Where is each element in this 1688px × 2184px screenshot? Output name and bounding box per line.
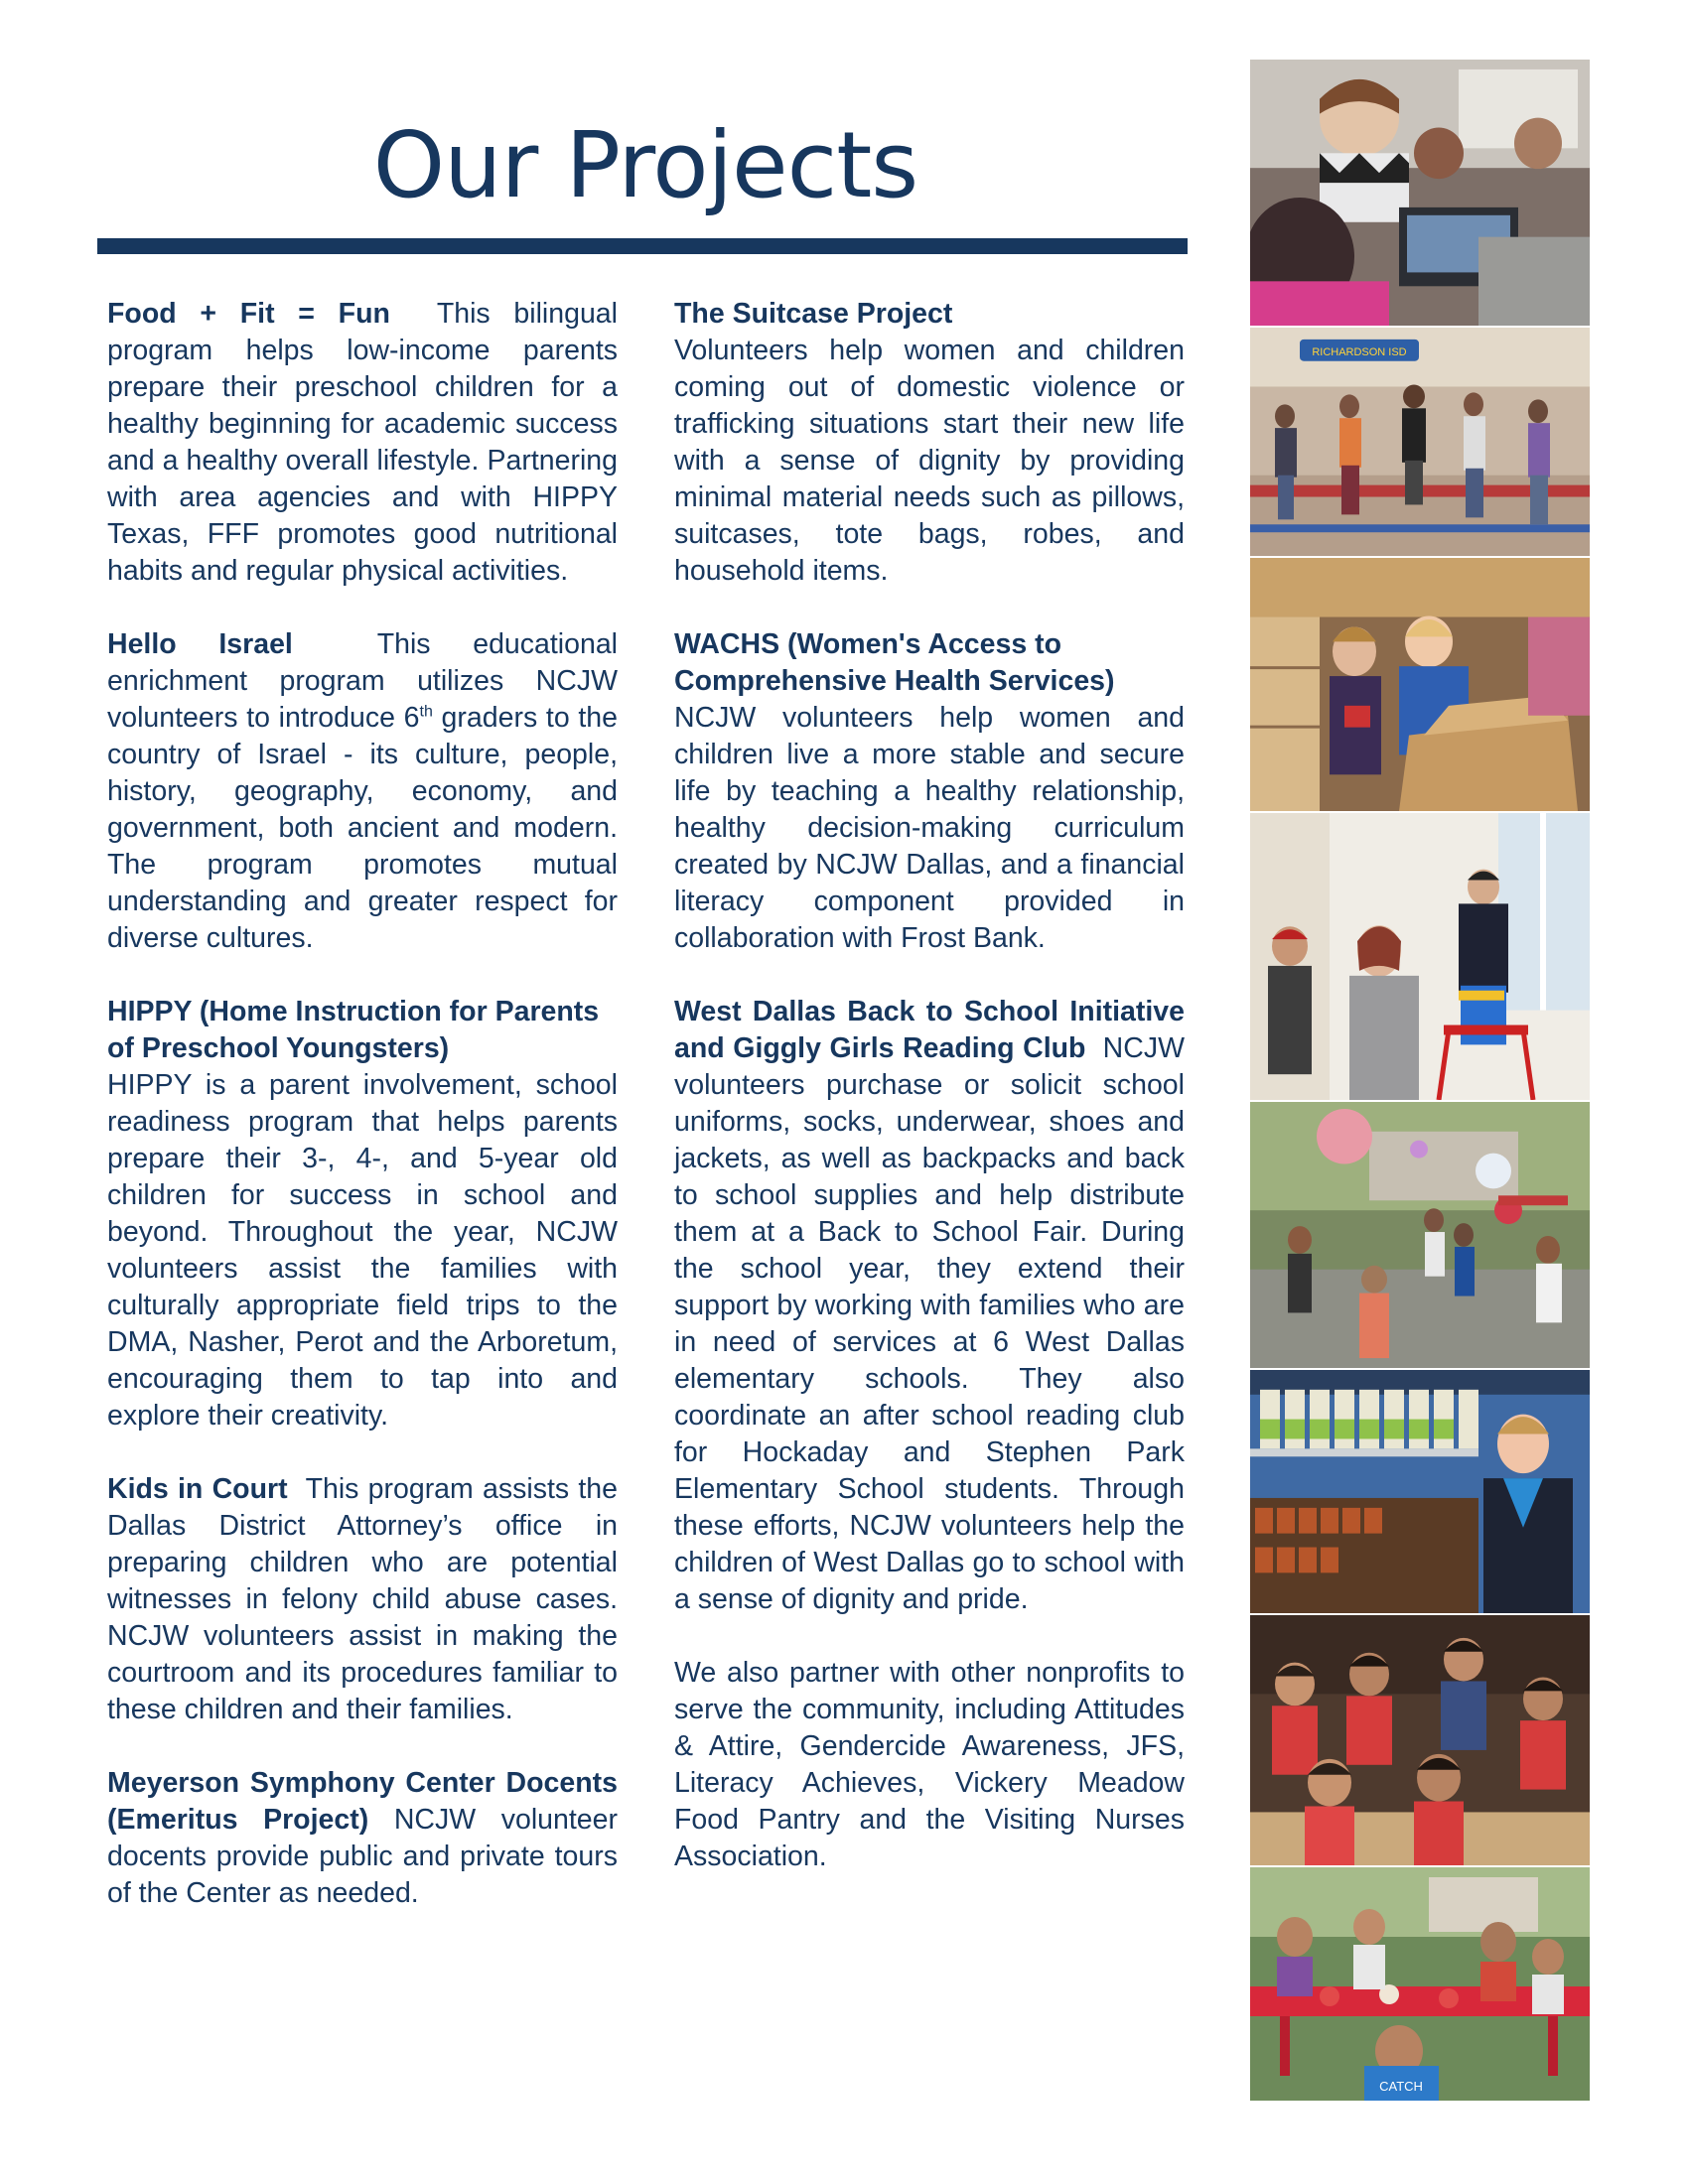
entry-hippy <box>107 994 618 1434</box>
left-column <box>107 296 618 1949</box>
entry-body: This program assists the Dallas District Attorney’s office in preparing children who are potential witnesses in felony child abuse cases. NCJW volunteers assist in making the courtroom and its procedures familiar to these children and their families. <box>107 1473 618 1725</box>
entry-kids-in-court <box>107 1471 618 1728</box>
photo-food-pantry <box>1250 1370 1590 1615</box>
entry-body: NCJW volunteers purchase or solicit school uniforms, socks, underwear, shoes and jackets, as well as backpacks and back to school supplies and help distribute them at a Back to School Fair. During the school year, they extend their support by working with families who are in need of services at 6 West Dallas elementary schools. They also coordinate an after school reading club for Hockaday and Stephen Park Elementary School students. Through these efforts, NCJW volunteers help the children of West Dallas go to school with a sense of dignity and pride. <box>674 1032 1185 1615</box>
photo-picnic-tables <box>1250 1867 1590 2101</box>
entry-west-dallas <box>674 994 1185 1618</box>
entry-body-continued: graders to the country of Israel - its culture, people, history, geography, economy, and government, both ancient and modern. The program promotes mutual understanding and greater respect for diverse cultures. <box>107 702 619 954</box>
photo-packing-boxes <box>1250 558 1590 813</box>
entry-name: Meyerson Symphony Center Docents (Emeritus Project) <box>107 1767 618 1836</box>
entry-body: HIPPY is a parent involvement, school readiness program that helps parents prepare their 3-, 4-, and 5-year old children for success in school and beyond. Throughout the year, NCJW volunteers assist the families with culturally appropriate field trips to the DMA, Nasher, Perot and the Arboretum, encouraging them to tap into and explore their creativity. <box>107 1069 618 1432</box>
entry-partners <box>674 1655 1185 1875</box>
entry-name: Kids in Court <box>107 1473 288 1505</box>
entry-name: Food + Fit = Fun <box>107 298 390 330</box>
entry-body: NCJW volunteer docents provide public and private tours of the Center as needed. <box>107 1804 618 1909</box>
entry-name: West Dallas Back to School Initiative and Giggly Girls Reading Club <box>674 996 1185 1064</box>
entry-suitcase-project <box>674 296 1185 590</box>
entry-name: WACHS (Women's Access to Comprehensive Health Services) <box>674 628 1115 697</box>
entry-name: The Suitcase Project <box>674 298 953 330</box>
photo-volunteers-kitchen <box>1250 813 1590 1102</box>
catch-shirt-text: CATCH <box>1379 2079 1423 2094</box>
page-title: Our Projects <box>372 112 918 218</box>
entry-body: Volunteers help women and children coming out of domestic violence or trafficking situations start their new life with a sense of dignity by providing minimal material needs such as pillows, suitcases, tote bags, robes, and household items. <box>674 335 1185 587</box>
entry-body: This bilingual program helps low-income parents prepare their preschool children for a healthy beginning for academic success and a healthy overall lifestyle. Partnering with area agencies and with HIPPY Texas, FFF promotes good nutritional habits and regular physical activities. <box>107 298 618 587</box>
photo-kids-aprons <box>1250 1615 1590 1867</box>
photo-balloons-outdoor <box>1250 1102 1590 1370</box>
entry-body: NCJW volunteers help women and children live a more stable and secure life by teaching a healthy relationship, healthy decision-making curriculum created by NCJW Dallas, and a financial literacy component provided in collaboration with Frost Bank. <box>674 702 1185 954</box>
right-column <box>674 296 1185 1912</box>
photo-strip <box>1250 60 1590 2101</box>
entry-body: This educational enrichment program utilizes NCJW volunteers to introduce 6 <box>107 628 619 734</box>
richardson-isd-sign: RICHARDSON ISD <box>1312 345 1407 358</box>
entry-hello-israel <box>107 626 618 957</box>
entry-name: HIPPY (Home Instruction for Parents of Preschool Youngsters) <box>107 996 600 1064</box>
entry-meyerson-docents <box>107 1765 618 1912</box>
entry-body: We also partner with other nonprofits to serve the community, including Attitudes & Attire, Gendercide Awareness, JFS, Literacy Achieves, Vickery Meadow Food Pantry and the Visiting Nurses Association. <box>674 1657 1185 1872</box>
entry-food-fit-fun <box>107 296 618 590</box>
entry-wachs <box>674 626 1185 957</box>
ordinal-suffix: th <box>419 703 433 721</box>
entry-name: Hello Israel <box>107 628 293 660</box>
photo-computer-lab <box>1250 60 1590 328</box>
title-divider <box>97 238 1188 254</box>
photo-gym-exercise <box>1250 328 1590 558</box>
